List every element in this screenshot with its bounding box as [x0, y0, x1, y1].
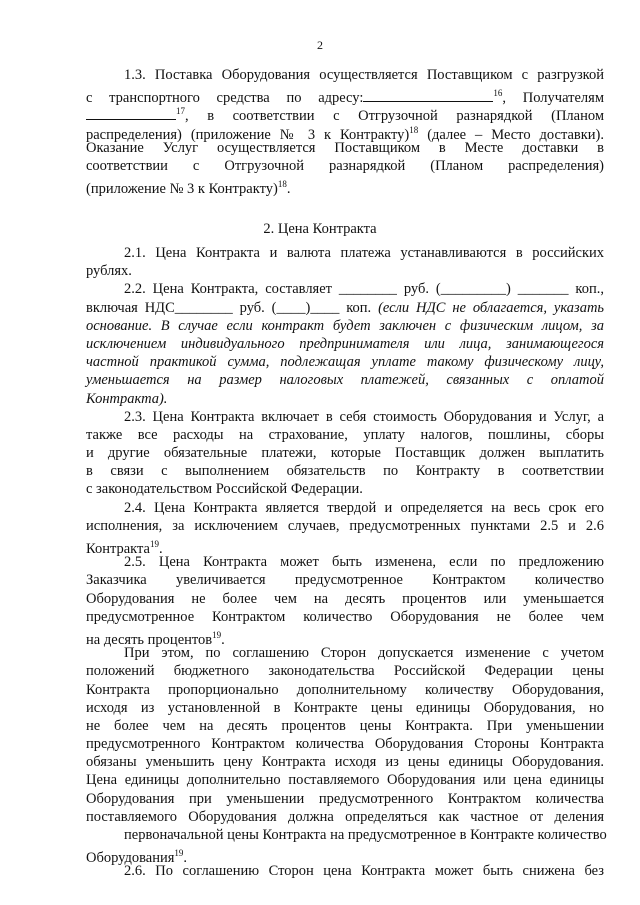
text-run: 2.2. Цена Контракта, составляет ________ руб. (_________) _______ коп., — [124, 281, 604, 298]
text-line — [86, 480, 604, 498]
text-line — [86, 244, 604, 262]
text-run: поставляемого Оборудования должна определяться как частное от деления — [86, 808, 604, 825]
text-line — [86, 371, 604, 389]
text-run: Оборудования не более чем на десять процентов или уменьшается — [86, 590, 604, 607]
text-run: . — [286, 180, 291, 197]
text-run: и другие обязательные платежи, которые Поставщик должен выплатить — [86, 445, 604, 462]
text-run: , Получателям — [502, 90, 604, 107]
text-line — [86, 317, 604, 335]
text-run: Оборудования — [86, 850, 175, 867]
text-line — [86, 102, 604, 125]
text-line — [86, 699, 604, 717]
footnote-ref: 16 — [493, 88, 503, 99]
text-run: 1.3. Поставка Оборудования осуществляется Поставщиком с разгрузкой — [124, 67, 604, 83]
text-line — [86, 681, 604, 699]
text-line — [86, 299, 604, 317]
text-line — [86, 175, 604, 197]
footnote-ref: 17 — [176, 106, 185, 117]
text-line — [86, 499, 604, 517]
text-run: . — [221, 631, 225, 648]
text-line — [86, 262, 604, 280]
text-line — [86, 462, 604, 480]
text-run: 2.4. Цена Контракта является твердой и определяется на весь срок его — [124, 499, 604, 516]
footnote-ref: 19 — [174, 848, 184, 859]
text-line — [86, 121, 605, 143]
text-run: предусмотренного Контрактом количества Оборудования Стороны Контракта — [86, 736, 604, 753]
footnote-ref: 18 — [277, 179, 287, 190]
text-line — [86, 717, 604, 735]
text-line — [86, 390, 604, 408]
text-run: первоначальной цены Контракта на предусмотренное в Контракте количество — [124, 827, 607, 843]
text-run: Цена единицы дополнительно поставляемого Оборудования или цена единицы — [86, 772, 604, 789]
text-line — [86, 139, 604, 157]
text-line — [86, 808, 604, 826]
text-run: рублях. — [86, 263, 132, 280]
footnote-ref: 19 — [149, 539, 159, 549]
section-heading: 2. Цена Контракта — [263, 221, 377, 237]
text-run: (приложение № 3 к Контракту) — [86, 180, 278, 197]
text-run: в связи с выполнением обязательств по Контракту в соответствии — [86, 463, 604, 480]
text-run: исполнения, за исключением случаев, предусмотренных пунктами 2.5 и 2.6 — [86, 517, 604, 534]
text-line — [86, 753, 604, 771]
text-line — [86, 353, 604, 371]
italic-note: частной практикой сумма, подлежащая уплате такому физическому лицу, — [86, 354, 604, 371]
text-line — [86, 626, 604, 648]
text-line — [86, 590, 604, 608]
text-run: соответствии с Отгрузочной разнарядкой (Планом распределения) — [86, 157, 604, 174]
text-run: Оборудования при уменьшении предусмотренного Контрактом количества — [86, 790, 604, 807]
text-line — [86, 862, 604, 880]
footnote-ref: 19 — [212, 629, 222, 640]
text-run: обязаны уменьшить цену Контракта исходя из цены единицы Оборудования. — [86, 754, 604, 771]
text-line — [86, 66, 604, 84]
text-run: с законодательством Российской Федерации. — [86, 481, 363, 498]
italic-note: Контракта). — [86, 390, 168, 407]
italic-note: уменьшается на размер налоговых платежей, связанных с оплатой — [86, 372, 604, 389]
text-line — [86, 426, 604, 444]
text-run: Контракта — [86, 540, 150, 557]
text-run: исходя из установленной в Контракте цены единицы Оборудования, но — [86, 699, 604, 716]
text-run: не более чем на десять процентов цены Контракта. При уменьшении — [86, 717, 604, 734]
text-line — [86, 608, 604, 626]
text-run: распределения) (приложение № 3 к Контракту) — [86, 126, 410, 143]
text-line — [86, 553, 604, 571]
text-line — [86, 408, 604, 426]
text-line — [86, 735, 604, 753]
text-run: 2.1. Цена Контракта и валюта платежа устанавливаются в российских — [124, 245, 604, 261]
text-line — [86, 644, 604, 662]
page-number: 2 — [317, 38, 323, 52]
text-line — [86, 826, 607, 844]
footnote-ref: 18 — [409, 124, 419, 135]
text-run: предусмотренное Контрактом количество Оборудования не более чем — [86, 608, 604, 625]
text-run: (далее – Место доставки). — [418, 126, 605, 143]
blank-field — [363, 89, 493, 102]
text-line — [86, 157, 604, 175]
text-line — [86, 517, 604, 535]
text-line — [86, 280, 604, 298]
section-2-body — [86, 244, 607, 881]
text-run: , в соответствии с Отгрузочной разнарядкой (Планом — [185, 108, 604, 125]
text-line — [86, 571, 604, 589]
text-run: 2.3. Цена Контракта включает в себя стоимость Оборудования и Услуг, а — [124, 408, 604, 425]
text-run: Оказание Услуг осуществляется Поставщиком в Месте доставки в — [86, 139, 604, 156]
text-run: . — [183, 850, 188, 867]
text-line — [86, 84, 604, 107]
text-line — [86, 535, 604, 557]
text-run: на десять процентов — [86, 631, 213, 648]
text-run: также все расходы на страхование, уплату налогов, пошлины, сборы — [86, 426, 604, 443]
text-run: с транспортного средства по адресу: — [86, 90, 364, 107]
text-line — [86, 335, 604, 353]
text-line — [86, 844, 604, 867]
italic-note: исключением индивидуального предпринимателя или лица, занимающегося — [86, 335, 604, 352]
text-line — [86, 790, 604, 808]
text-run: включая НДС________ руб. (____)____ коп. — [86, 299, 379, 316]
text-line — [86, 771, 604, 789]
text-run: Контракта пропорционально дополнительному количеству Оборудования, — [86, 681, 604, 698]
text-run: 2.5. Цена Контракта может быть изменена, если по предложению — [124, 554, 604, 571]
italic-note: основание. В случае если контракт будет заключен с физическим лицом, за — [86, 317, 604, 334]
blank-field — [86, 107, 176, 120]
text-run: При этом, по соглашению Сторон допускается изменение с учетом — [124, 645, 604, 662]
text-run: Заказчика увеличивается предусмотренное Контрактом количество — [86, 572, 604, 589]
text-line — [86, 662, 604, 680]
text-run: положений бюджетного законодательства Российской Федерации цены — [86, 663, 604, 680]
section-1-3 — [86, 66, 605, 197]
italic-note: (если НДС не облагается, указать — [378, 299, 605, 316]
text-line — [86, 444, 604, 462]
text-run: 2.6. По соглашению Сторон цена Контракта может быть снижена без — [124, 863, 604, 880]
text-run: . — [158, 540, 163, 557]
